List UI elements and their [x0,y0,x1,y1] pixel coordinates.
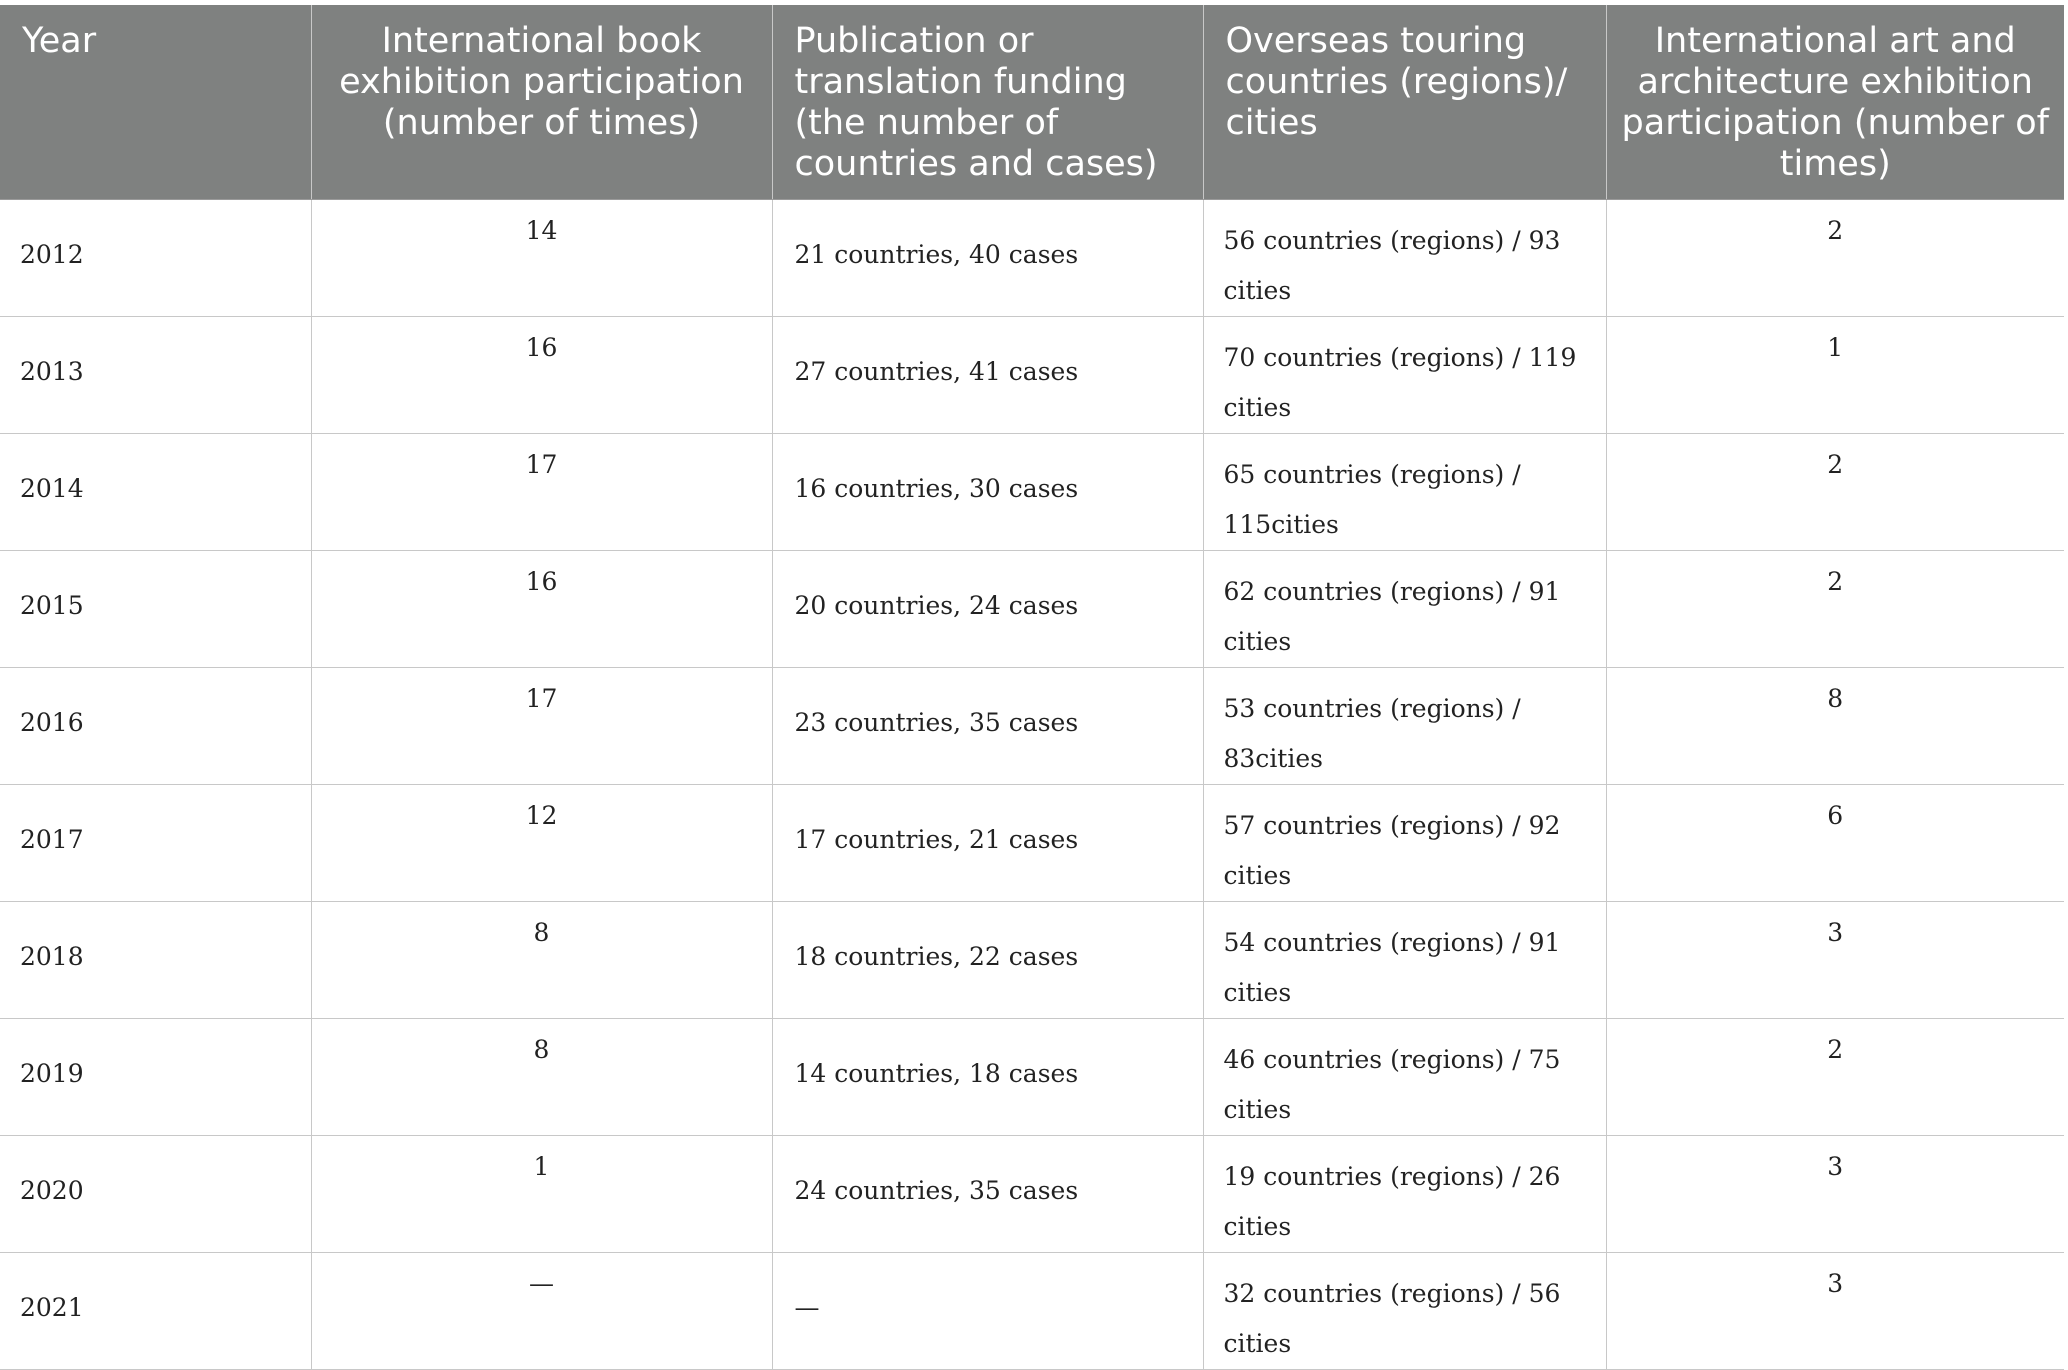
cell-art-exhibition: 3 [1606,902,2064,1019]
cell-touring [1203,902,1606,1019]
cell-book-exhibition: 8 [311,902,772,1019]
cell-touring [1203,1019,1606,1136]
cell-art-exhibition: 2 [1606,551,2064,668]
cell-art-exhibition: 2 [1606,434,2064,551]
cell-year: 2018 [0,902,311,1019]
cell-book-exhibition: 8 [311,1019,772,1136]
touring-line: cities [1223,393,1292,422]
cell-touring [1203,668,1606,785]
cell-funding: 18 countries, 22 cases [772,902,1203,1019]
cell-touring [1203,1136,1606,1253]
touring-line: cities [1223,1095,1292,1124]
cell-touring [1203,317,1606,434]
cell-book-exhibition: 12 [311,785,772,902]
data-table [0,5,2064,1370]
cell-year: 2014 [0,434,311,551]
cell-book-exhibition: 16 [311,551,772,668]
touring-line: 54 countries (regions) / 91 [1223,928,1561,957]
cell-art-exhibition: 2 [1606,200,2064,317]
table-row [0,785,2064,902]
cell-art-exhibition: 1 [1606,317,2064,434]
table-row [0,902,2064,1019]
touring-line: 70 countries (regions) / 119 [1223,343,1577,372]
cell-book-exhibition: 16 [311,317,772,434]
cell-year: 2012 [0,200,311,317]
cell-art-exhibition: 3 [1606,1253,2064,1370]
header-year: Year [0,5,311,200]
touring-line: 46 countries (regions) / 75 [1223,1045,1561,1074]
cell-funding: 24 countries, 35 cases [772,1136,1203,1253]
cell-art-exhibition: 2 [1606,1019,2064,1136]
table-row [0,551,2064,668]
cell-year: 2016 [0,668,311,785]
cell-funding: 14 countries, 18 cases [772,1019,1203,1136]
cell-art-exhibition: 8 [1606,668,2064,785]
header-funding: Publication or translation funding (the number of countries and cases) [772,5,1203,200]
cell-touring [1203,785,1606,902]
touring-line: 62 countries (regions) / 91 [1223,577,1561,606]
cell-year: 2013 [0,317,311,434]
table-row [0,1019,2064,1136]
cell-funding: 20 countries, 24 cases [772,551,1203,668]
cell-year: 2015 [0,551,311,668]
cell-funding: 17 countries, 21 cases [772,785,1203,902]
touring-line: 83cities [1223,744,1323,773]
table-row [0,200,2064,317]
table-row [0,1253,2064,1370]
header-touring: Overseas touring countries (regions)/ cities [1203,5,1606,200]
cell-book-exhibition: 17 [311,434,772,551]
touring-line: cities [1223,627,1292,656]
cell-year: 2017 [0,785,311,902]
cell-funding: 16 countries, 30 cases [772,434,1203,551]
cell-touring [1203,434,1606,551]
touring-line: 115cities [1223,510,1339,539]
cell-touring [1203,551,1606,668]
table-header [0,5,2064,200]
touring-line: cities [1223,1329,1292,1358]
touring-line: cities [1223,276,1292,305]
touring-line: 65 countries (regions) / [1223,460,1521,489]
cell-touring [1203,200,1606,317]
table-row [0,317,2064,434]
header-row [0,5,2064,200]
header-book-exhibition: International book exhibition participation (number of times) [311,5,772,200]
cell-funding: 23 countries, 35 cases [772,668,1203,785]
cell-funding: — [772,1253,1203,1370]
touring-line: cities [1223,861,1292,890]
cell-year: 2019 [0,1019,311,1136]
cell-touring [1203,1253,1606,1370]
cell-year: 2021 [0,1253,311,1370]
touring-line: cities [1223,1212,1292,1241]
table-row [0,434,2064,551]
touring-line: 57 countries (regions) / 92 [1223,811,1561,840]
cell-book-exhibition: 17 [311,668,772,785]
cell-funding: 27 countries, 41 cases [772,317,1203,434]
touring-line: cities [1223,978,1292,1007]
header-art-exhibition: International art and architecture exhibition participation (number of times) [1606,5,2064,200]
cell-art-exhibition: 3 [1606,1136,2064,1253]
touring-line: 56 countries (regions) / 93 [1223,226,1561,255]
touring-line: 32 countries (regions) / 56 [1223,1279,1561,1308]
touring-line: 53 countries (regions) / [1223,694,1521,723]
cell-art-exhibition: 6 [1606,785,2064,902]
cell-book-exhibition: 14 [311,200,772,317]
cell-book-exhibition: — [311,1253,772,1370]
table-row [0,668,2064,785]
table-row [0,1136,2064,1253]
cell-book-exhibition: 1 [311,1136,772,1253]
table-body [0,200,2064,1370]
cell-funding: 21 countries, 40 cases [772,200,1203,317]
touring-line: 19 countries (regions) / 26 [1223,1162,1561,1191]
cell-year: 2020 [0,1136,311,1253]
